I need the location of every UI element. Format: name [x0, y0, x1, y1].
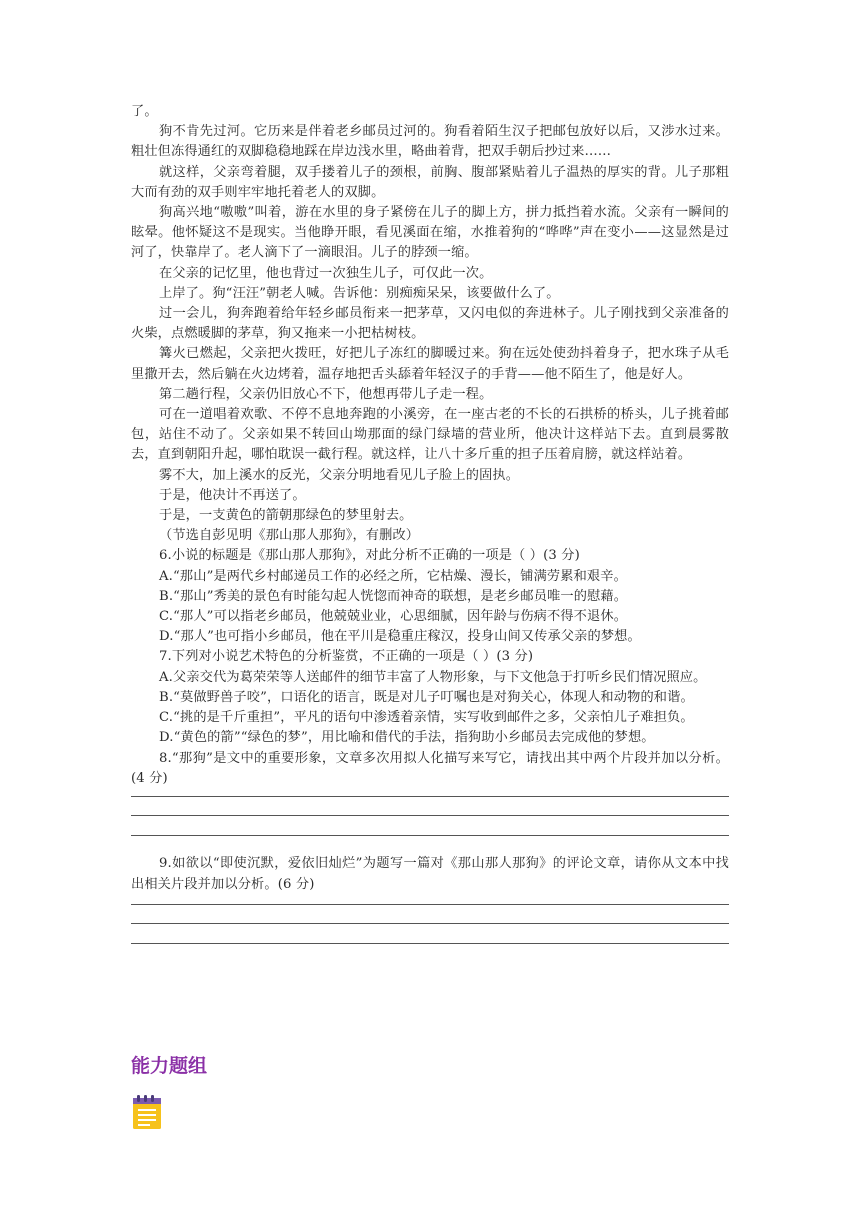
paragraph: 狗不肯先过河。它历来是伴着老乡邮员过河的。狗看着陌生汉子把邮包放好以后，又涉水过来。粗壮但冻得通红的双脚稳稳地踩在岸边浅水里，略曲着背，把双手朝后抄过来……: [131, 124, 729, 160]
paragraph: A.“那山”是两代乡村邮递员工作的必经之所，它枯燥、漫长，铺满劳累和艰辛。: [159, 568, 627, 584]
paragraph: 就这样，父亲弯着腿，双手搂着儿子的颈根，前胸、腹部紧贴着儿子温热的厚实的背。儿子那粗大而有劲的双手则牢牢地托着老人的双脚。: [131, 164, 729, 200]
section-heading: 能力题组: [131, 1055, 208, 1077]
paragraph: B.“莫做野兽子咬”，口语化的语言，既是对儿子叮嘱也是对狗关心，体现人和动物的和谐。: [159, 689, 694, 705]
paragraph: C.“挑的是千斤重担”，平凡的语句中渗透着亲情，实写收到邮件之多，父亲怕儿子难担负。: [159, 710, 694, 726]
answer-line[interactable]: [131, 815, 729, 816]
notepad-icon: [131, 1094, 165, 1130]
paragraph: 在父亲的记忆里，他也背过一次独生儿子，可仅此一次。: [159, 265, 493, 281]
answer-lines-q9[interactable]: [131, 904, 729, 944]
paragraph: 7.下列对小说艺术特色的分析鉴赏，不正确的一项是（ ）(3 分): [159, 649, 534, 665]
paragraph: 于是，他决计不再送了。: [159, 487, 306, 503]
paragraph: 第二趟行程，父亲仍旧放心不下，他想再带儿子走一程。: [159, 386, 493, 402]
question-9: 9.如欲以“即使沉默，爱依旧灿烂”为题写一篇对《那山那人那狗》的评论文章，请你从文本中找出相关片段并加以分析。(6 分): [131, 856, 729, 892]
answer-line[interactable]: [131, 904, 729, 905]
paragraph: A.父亲交代为葛荣荣等人送邮件的细节丰富了人物形象，与下文他急于打听乡民们情况照应。: [159, 669, 707, 685]
answer-line[interactable]: [131, 943, 729, 944]
passage-paragraphs: [131, 102, 729, 789]
reading-passage: [131, 102, 729, 962]
paragraph: C.“那人”可以指老乡邮员，他兢兢业业，心思细腻，因年龄与伤病不得不退休。: [159, 609, 628, 625]
paragraph: 了。: [131, 104, 158, 119]
paragraph: B.“那山”秀美的景色有时能勾起人恍惚而神奇的联想，是老乡邮员唯一的慰藉。: [159, 588, 628, 604]
answer-line[interactable]: [131, 923, 729, 924]
paragraph: 于是，一支黄色的箭朝那绿色的梦里射去。: [159, 508, 413, 524]
paragraph: 狗高兴地“嗷嗷”叫着，游在水里的身子紧傍在儿子的脚上方，拼力抵挡着水流。父亲有一瞬间的眩晕。他怀疑这不是现实。当他睁开眼，看见溪面在缩，水推着狗的“哗哗”声在变小——这显然是过河了，快靠岸了。老人滴下了一滴眼泪。儿子的脖颈一缩。: [131, 205, 729, 261]
paragraph: （节选自彭见明《那山那人那狗》，有删改）: [159, 528, 420, 544]
paragraph: 上岸了。狗“汪汪”朝老人喊。告诉他：别痴痴呆呆，该要做什么了。: [159, 285, 560, 301]
paragraph: 过一会儿，狗奔跑着给年轻乡邮员衔来一把茅草，又闪电似的奔进林子。儿子刚找到父亲准备的火柴，点燃暖脚的茅草，狗又拖来一小把枯树枝。: [131, 306, 729, 342]
answer-line[interactable]: [131, 796, 729, 797]
answer-lines-q8[interactable]: [131, 796, 729, 836]
paragraph: D.“那人”也可指小乡邮员，他在平川是稳重庄稼汉，投身山间又传承父亲的梦想。: [159, 629, 641, 645]
paragraph: 篝火已燃起，父亲把火拨旺，好把儿子冻红的脚暖过来。狗在远处使劲抖着身子，把水珠子从毛里撒开去，然后躺在火边烤着，温存地把舌头舔着年轻汉子的手背——他不陌生了，他是好人。: [131, 346, 729, 382]
answer-line[interactable]: [131, 835, 729, 836]
paragraph: 6.小说的标题是《那山那人那狗》，对此分析不正确的一项是（ ）(3 分): [159, 548, 580, 564]
paragraph: D.“黄色的箭”“绿色的梦”，用比喻和借代的手法，指狗助小乡邮员去完成他的梦想。: [159, 730, 655, 746]
paragraph: 可在一道唱着欢歌、不停不息地奔跑的小溪旁，在一座古老的不长的石拱桥的桥头，儿子挑着邮包，站住不动了。父亲如果不转回山坳那面的绿门绿墙的营业所，他决计这样站下去。直到晨雾散去，直到朝阳升起，哪怕耽误一截行程。就这样，让八十多斤重的担子压着肩膀，就这样站着。: [131, 407, 729, 463]
paragraph: 8.“那狗”是文中的重要形象，文章多次用拟人化描写来写它，请找出其中两个片段并加以分析。(4 分): [131, 750, 729, 786]
paragraph: 雾不大，加上溪水的反光，父亲分明地看见儿子脸上的固执。: [159, 467, 520, 483]
